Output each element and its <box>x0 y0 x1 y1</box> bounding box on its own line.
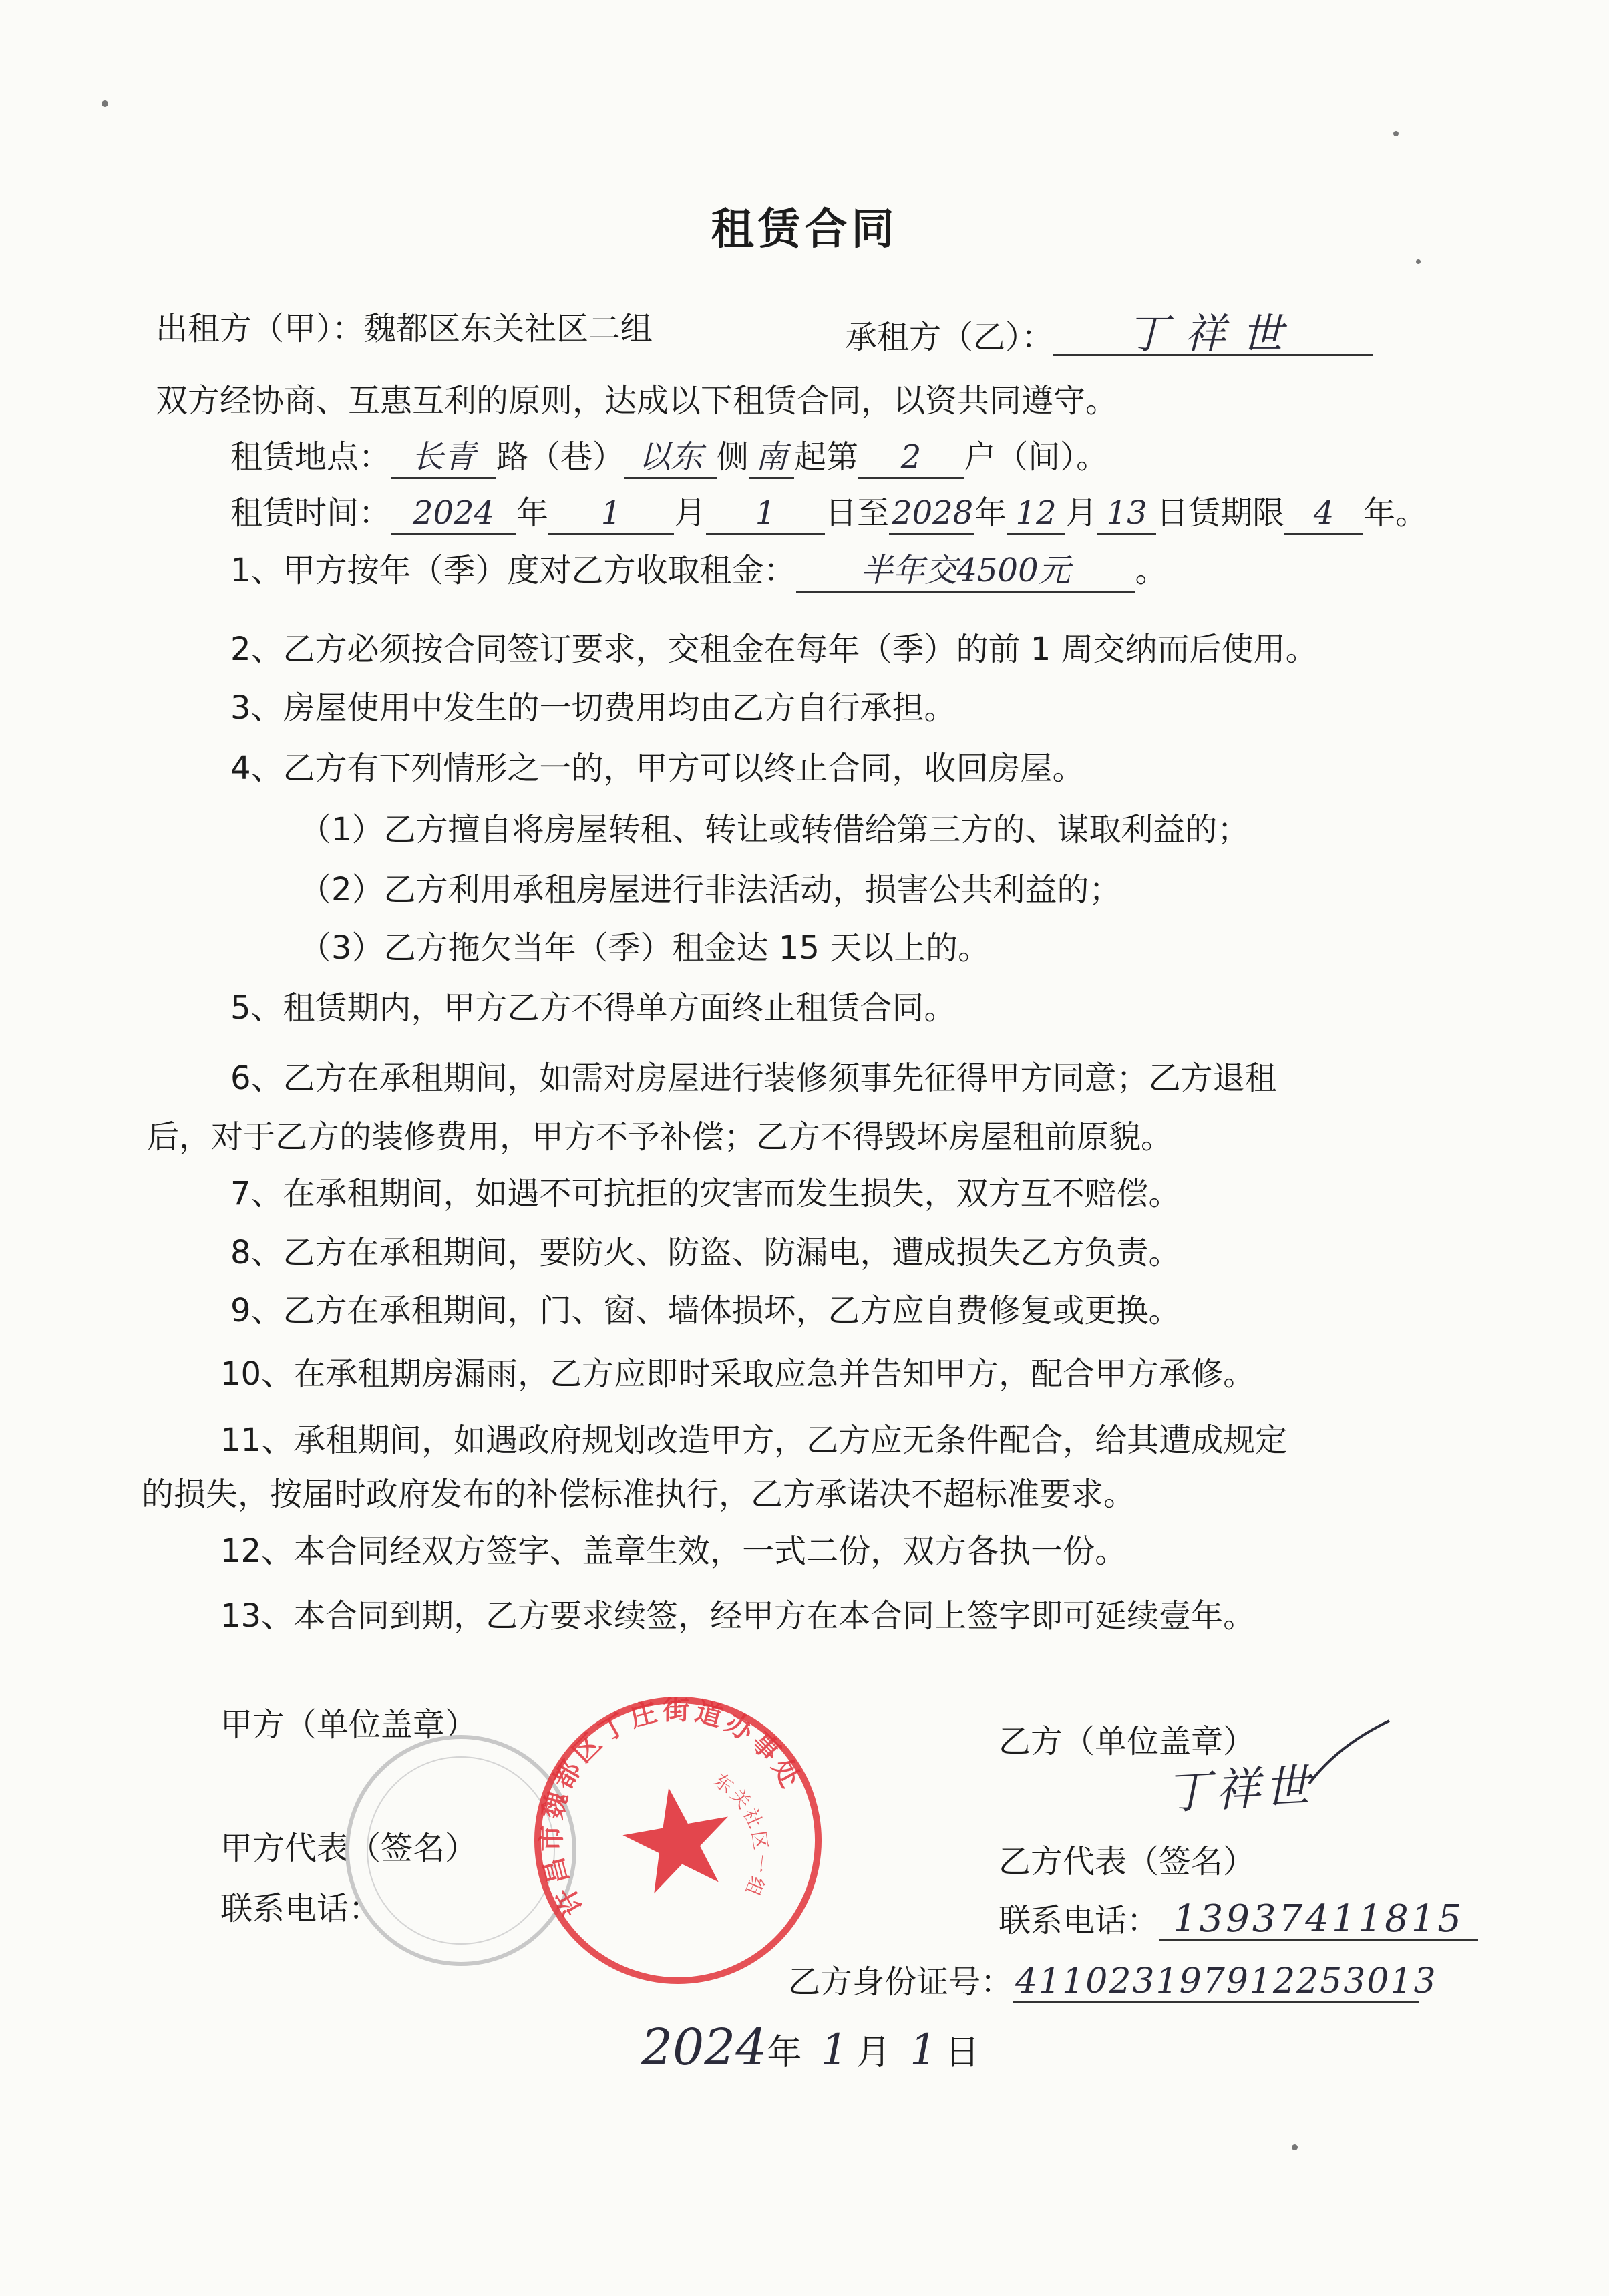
clause-8: 8、乙方在承租期间，要防火、防盗、防漏电，遭成损失乙方负责。 <box>230 1234 1181 1271</box>
party-a-seal-label: 甲方（单位盖章） <box>220 1706 478 1744</box>
clause-2: 2、乙方必须按合同签订要求，交租金在每年（季）的前 1 周交纳而后使用。 <box>230 631 1318 668</box>
clause-12: 12、本合同经双方签字、盖章生效，一式二份，双方各执一份。 <box>220 1532 1127 1570</box>
party-b-seal-label: 乙方（单位盖章） <box>999 1723 1256 1760</box>
official-red-seal <box>528 1690 828 1991</box>
clause-13: 13、本合同到期，乙方要求续签，经甲方在本合同上签字即可延续壹年。 <box>220 1597 1256 1635</box>
lessee-label: 承租方（乙）： <box>845 319 1054 356</box>
clause-4-item-1: （1）乙方擅自将房屋转租、转让或转借给第三方的、谋取利益的； <box>299 811 1250 848</box>
clause-4: 4、乙方有下列情形之一的，甲方可以终止合同，收回房屋。 <box>230 750 1085 787</box>
date-day-word: 日 <box>944 2033 980 2073</box>
party-b-signature: 丁祥世 <box>1164 1760 1315 1820</box>
period-term: 4 <box>1284 493 1363 535</box>
location-label: 租赁地点： <box>230 438 391 476</box>
clause-11-line-2: 的损失，按届时政府发布的补偿标准执行，乙方承诺决不超标准要求。 <box>142 1476 1136 1513</box>
date-year: 2024 <box>641 2019 767 2076</box>
lessee-value: 丁祥世 <box>1053 314 1373 356</box>
date-year-word: 年 <box>767 2033 802 2073</box>
scan-speck <box>1393 131 1399 136</box>
clause-4-item-2: （2）乙方利用承租房屋进行非法活动，损害公共利益的； <box>299 871 1121 909</box>
intro-text: 双方经协商、互惠互利的原则，达成以下租赁合同，以资共同遵守。 <box>156 382 1118 420</box>
period-line <box>230 492 1427 535</box>
period-end-day: 13 <box>1097 493 1156 535</box>
clause-3: 3、房屋使用中发生的一切费用均由乙方自行承担。 <box>230 689 956 727</box>
clause-7: 7、在承租期间，如遇不可抗拒的灾害而发生损失，双方互不赔偿。 <box>230 1175 1181 1212</box>
period-end-month: 12 <box>1007 493 1065 535</box>
period-day-to: 日至 <box>825 494 890 532</box>
scan-speck <box>1416 259 1421 264</box>
location-side-suffix: 侧 <box>717 438 749 476</box>
scan-speck <box>1292 2144 1298 2150</box>
clause-9: 9、乙方在承租期间，门、窗、墙体损坏，乙方应自费修复或更换。 <box>230 1292 1181 1329</box>
location-number: 2 <box>858 437 964 479</box>
clause-11-line-1: 11、承租期间，如遇政府规划改造甲方，乙方应无条件配合，给其遭成规定 <box>220 1422 1288 1459</box>
party-b-phone-line <box>999 1899 1478 1942</box>
period-start-day: 1 <box>706 493 825 535</box>
period-term-label: 日赁期限 <box>1156 494 1285 532</box>
clause-1-prefix: 1、甲方按年（季）度对乙方收取租金： <box>230 552 796 589</box>
rent-amount: 半年交4500元 <box>796 550 1135 593</box>
location-start-suffix: 起第 <box>794 438 859 476</box>
clause-6-line-1: 6、乙方在承租期间，如需对房屋进行装修须事先征得甲方同意；乙方退租 <box>230 1059 1277 1097</box>
party-b-id: 411023197912253013 <box>1013 1961 1419 2003</box>
location-road-suffix: 路（巷） <box>496 438 625 476</box>
lessee-line <box>845 309 1373 359</box>
party-a-phone-label: 联系电话： <box>220 1890 381 1927</box>
lessor-value: 魏都区东关社区二组 <box>364 310 653 347</box>
contract-date <box>641 2019 980 2076</box>
signature-flourish <box>1302 1717 1396 1790</box>
clause-4-item-3: （3）乙方拖欠当年（季）租金达 15 天以上的。 <box>299 929 991 967</box>
location-line <box>230 436 1108 479</box>
clause-6-line-2: 后，对于乙方的装修费用，甲方不予补偿；乙方不得毁坏房屋租前原貌。 <box>147 1118 1174 1156</box>
period-end-year-word: 年 <box>974 494 1007 532</box>
period-label: 租赁时间： <box>230 494 391 532</box>
clause-10: 10、在承租期房漏雨，乙方应即时采取应急并告知甲方，配合甲方承修。 <box>220 1355 1256 1393</box>
seal-text: 许昌市魏都区丁庄街道办事处 <box>536 1695 808 1921</box>
scan-speck <box>102 100 108 107</box>
party-b-rep-label: 乙方代表（签名） <box>999 1843 1256 1880</box>
period-end-year: 2028 <box>889 493 974 535</box>
clause-1-suffix: 。 <box>1135 552 1168 589</box>
svg-text:东关社区一组 <box>707 1763 781 1907</box>
seal-subtext: 东关社区一组 <box>709 1768 773 1901</box>
date-month-word: 月 <box>856 2033 891 2073</box>
clause-5: 5、租赁期内，甲方乙方不得单方面终止租赁合同。 <box>230 989 956 1027</box>
lessor-line <box>156 307 653 350</box>
location-dir: 南 <box>749 437 794 479</box>
document-title: 租赁合同 <box>711 205 898 255</box>
location-unit: 户（间）。 <box>964 438 1109 476</box>
clause-1 <box>230 549 1168 593</box>
period-month-word: 月 <box>674 494 707 532</box>
seal-star-icon <box>616 1778 739 1897</box>
period-year-word: 年 <box>516 494 549 532</box>
party-b-id-label: 乙方身份证号： <box>788 1963 1013 2001</box>
date-day: 1 <box>910 2025 937 2075</box>
party-b-phone-label: 联系电话： <box>999 1902 1159 1939</box>
lessor-label: 出租方（甲）： <box>156 310 365 347</box>
period-start-month: 1 <box>548 493 674 535</box>
period-end-month-word: 月 <box>1065 494 1098 532</box>
period-term-suffix: 年。 <box>1363 494 1428 532</box>
period-start-year: 2024 <box>391 493 516 535</box>
party-b-id-line <box>788 1961 1437 2003</box>
location-side: 以东 <box>624 437 717 479</box>
party-a-rep-label: 甲方代表（签名） <box>220 1830 478 1867</box>
party-b-phone: 13937411815 <box>1159 1899 1478 1941</box>
date-month: 1 <box>820 2025 848 2075</box>
location-road: 长青 <box>391 437 496 479</box>
